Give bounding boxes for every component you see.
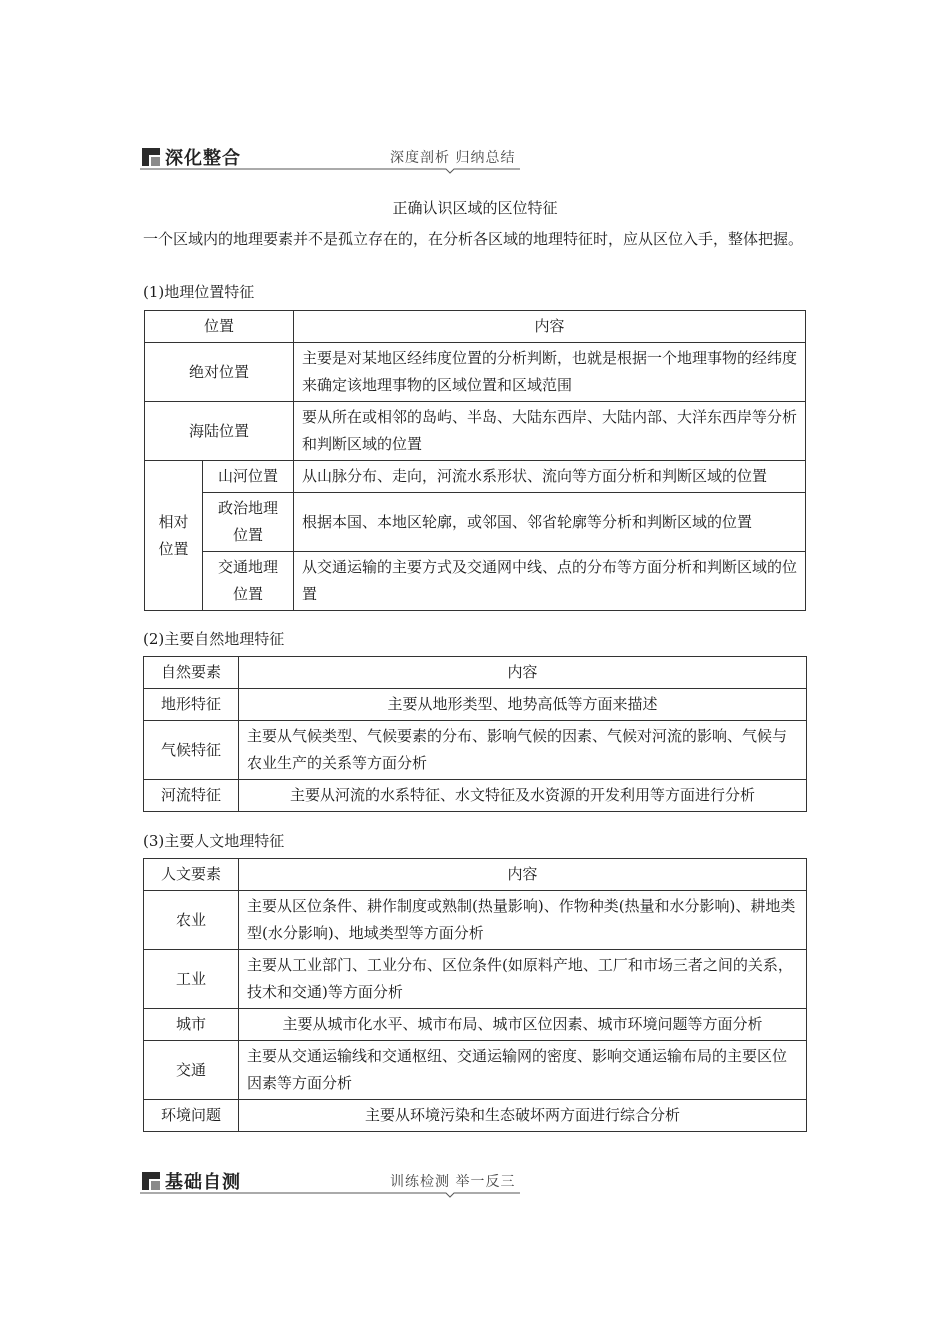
header-cell: 人文要素 bbox=[144, 859, 239, 891]
row-label: 河流特征 bbox=[144, 780, 239, 812]
row-content: 主要从区位条件、耕作制度或熟制(热量影响)、作物种类(热量和水分影响)、耕地类型(水分影响)、地域类型等方面分析 bbox=[239, 891, 807, 950]
header-cell: 内容 bbox=[294, 311, 806, 343]
section2-heading: (2)主要自然地理特征 bbox=[143, 630, 285, 648]
table-row bbox=[145, 311, 806, 343]
row-content: 要从所在或相邻的岛屿、半岛、大陆东西岸、大陆内部、大洋东西岸等分析和判断区域的位置 bbox=[294, 402, 806, 461]
human-table bbox=[143, 858, 807, 1132]
row-label: 农业 bbox=[144, 891, 239, 950]
row-label: 绝对位置 bbox=[145, 343, 294, 402]
table-row bbox=[144, 657, 807, 689]
row-content: 从山脉分布、走向，河流水系形状、流向等方面分析和判断区域的位置 bbox=[294, 461, 806, 493]
row-content: 根据本国、本地区轮廓，或邻国、邻省轮廓等分析和判断区域的位置 bbox=[294, 493, 806, 552]
table-row bbox=[144, 891, 807, 950]
header-cell: 位置 bbox=[145, 311, 294, 343]
row-label: 交通 bbox=[144, 1041, 239, 1100]
row-label: 地形特征 bbox=[144, 689, 239, 721]
table-row bbox=[144, 950, 807, 1009]
location-table bbox=[144, 310, 806, 611]
table-row bbox=[144, 780, 807, 812]
section3-heading: (3)主要人文地理特征 bbox=[143, 832, 285, 850]
row-label: 工业 bbox=[144, 950, 239, 1009]
row-content: 主要从工业部门、工业分布、区位条件(如原料产地、工厂和市场三者之间的关系，技术和交通)等方面分析 bbox=[239, 950, 807, 1009]
row-label: 环境问题 bbox=[144, 1100, 239, 1132]
section-title: 基础自测 bbox=[165, 1172, 241, 1193]
row-content: 主要是对某地区经纬度位置的分析判断，也就是根据一个地理事物的经纬度来确定该地理事物的区域位置和区域范围 bbox=[294, 343, 806, 402]
row-content: 主要从环境污染和生态破坏两方面进行综合分析 bbox=[239, 1100, 807, 1132]
natural-table bbox=[143, 656, 807, 812]
section-title: 深化整合 bbox=[165, 148, 241, 169]
header-cell: 自然要素 bbox=[144, 657, 239, 689]
row-content: 从交通运输的主要方式及交通网中线、点的分布等方面分析和判断区域的位置 bbox=[294, 552, 806, 611]
row-label: 政治地理位置 bbox=[203, 493, 294, 552]
section1-heading: (1)地理位置特征 bbox=[143, 283, 255, 301]
table-row bbox=[145, 402, 806, 461]
section-marker-icon bbox=[142, 148, 160, 166]
row-content: 主要从气候类型、气候要素的分布、影响气候的因素、气候对河流的影响、气候与农业生产的关系等方面分析 bbox=[239, 721, 807, 780]
table-row bbox=[145, 552, 806, 611]
row-content: 主要从城市化水平、城市布局、城市区位因素、城市环境问题等方面分析 bbox=[239, 1009, 807, 1041]
row-content: 主要从河流的水系特征、水文特征及水资源的开发利用等方面进行分析 bbox=[239, 780, 807, 812]
row-label: 城市 bbox=[144, 1009, 239, 1041]
section-underline bbox=[140, 1190, 520, 1198]
intro-paragraph: 一个区域内的地理要素并不是孤立存在的，在分析各区域的地理特征时，应从区位入手，整体把握。 bbox=[143, 230, 804, 248]
row-content: 主要从地形类型、地势高低等方面来描述 bbox=[239, 689, 807, 721]
table-row bbox=[144, 1100, 807, 1132]
table-row bbox=[144, 689, 807, 721]
section-header-deepen bbox=[140, 144, 520, 176]
group-label: 相对位置 bbox=[145, 461, 203, 611]
table-row bbox=[144, 1009, 807, 1041]
section-subtitle: 深度剖析 归纳总结 bbox=[390, 150, 516, 166]
section-marker-icon bbox=[142, 1172, 160, 1190]
section-header-selftest bbox=[140, 1168, 520, 1200]
table-row bbox=[144, 1041, 807, 1100]
table-row bbox=[145, 493, 806, 552]
row-label: 山河位置 bbox=[203, 461, 294, 493]
row-content: 主要从交通运输线和交通枢纽、交通运输网的密度、影响交通运输布局的主要区位因素等方面分析 bbox=[239, 1041, 807, 1100]
table-row bbox=[144, 721, 807, 780]
section-underline bbox=[140, 166, 520, 174]
table-row bbox=[145, 461, 806, 493]
table-row bbox=[145, 343, 806, 402]
row-label: 气候特征 bbox=[144, 721, 239, 780]
header-cell: 内容 bbox=[239, 657, 807, 689]
page-title: 正确认识区域的区位特征 bbox=[392, 199, 558, 217]
header-cell: 内容 bbox=[239, 859, 807, 891]
row-label: 海陆位置 bbox=[145, 402, 294, 461]
section-subtitle: 训练检测 举一反三 bbox=[390, 1174, 516, 1190]
row-label: 交通地理位置 bbox=[203, 552, 294, 611]
table-row bbox=[144, 859, 807, 891]
